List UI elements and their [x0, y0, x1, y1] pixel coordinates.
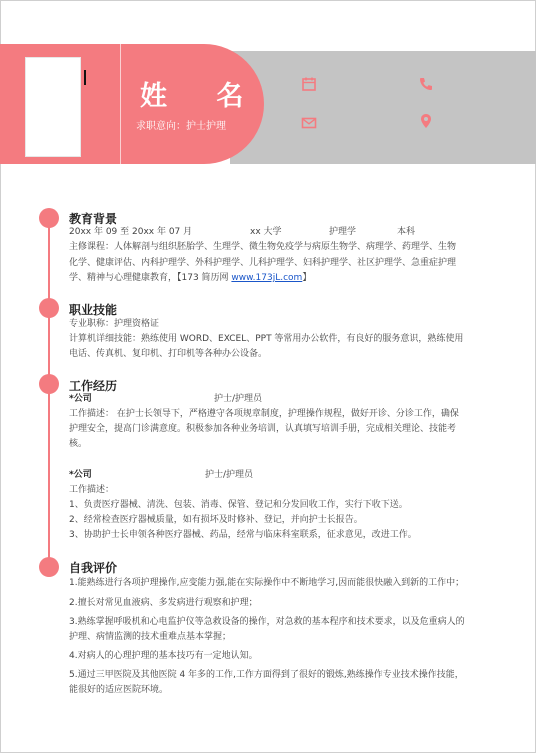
section-title-evaluation: 自我评价	[69, 561, 118, 575]
section-title-experience: 工作经历	[69, 379, 118, 393]
evaluation-line: 5.通过三甲医院及其他医院 4 年多的工作,工作方面得到了很好的锻炼,熟练操作专业技术操作技能，	[69, 670, 464, 680]
evaluation-line: 4.对病人的心理护理的基本技巧有一定地认知。	[69, 651, 258, 661]
job2-line: 2、经常检查医疗器械质量，如有损坏及时修补、登记，并向护士长报告。	[69, 515, 363, 525]
evaluation-line: 1.能熟练进行各项护理操作,应变能力强,能在实际操作中不断地学习,因而能很快融入到新的工作中；	[69, 578, 465, 588]
section-title-education: 教育背景	[69, 212, 118, 226]
site-link[interactable]: www.173jL.com	[231, 273, 303, 283]
evaluation-line: 能很好的适应医院环境。	[69, 685, 169, 695]
skills-line: 计算机详细技能：熟练使用 WORD、EXCEL、PPT 等常用办公软件，有良好的服务意识，熟练使用	[69, 334, 464, 344]
education-major: 护理学	[329, 227, 357, 237]
header-gray-band	[230, 51, 536, 164]
timeline-dot-skills	[39, 298, 59, 318]
job1-line: 核。	[69, 439, 88, 449]
job1-company: *公司	[69, 394, 92, 404]
timeline-dot-evaluation	[39, 557, 59, 577]
education-date: 20xx 年 09 至 20xx 年 07 月	[69, 227, 193, 237]
education-row	[69, 225, 416, 240]
education-school: xx 大学	[250, 227, 282, 237]
job2-line: 1、负责医疗器械、清洗、包装、消毒、保管、登记和分发回收工作，实行下收下送。	[69, 500, 408, 510]
education-degree: 本科	[397, 227, 416, 237]
job2-role: 护士/护理员	[205, 470, 254, 480]
timeline-dot-experience	[39, 374, 59, 394]
photo-placeholder[interactable]	[25, 57, 81, 157]
job1-line: 护理安全，提高门诊满意度。积极参加各种业务培训，认真填写培训手册，完成相关理论、技能考	[69, 424, 457, 434]
location-pin-icon	[418, 113, 434, 129]
job1-line: 工作描述： 在护士长领导下，严格遵守各项规章制度，护理操作规程，做好开诊、分诊工作，确保	[69, 409, 459, 419]
job1-role: 护士/护理员	[214, 394, 263, 404]
resume-name: 姓 名	[140, 81, 264, 112]
job-intent: 求职意向：护士护理	[136, 121, 226, 132]
calendar-icon	[301, 76, 317, 92]
job2-company: *公司	[69, 470, 92, 480]
mail-icon	[301, 115, 317, 131]
education-course-line: 主修课程：人体解剖与组织胚胎学、生理学、微生物免疫学与病原生物学、病理学、药理学、生物	[69, 242, 457, 252]
evaluation-line: 3.熟练掌握呼吸机和心电监护仪等急救设备的操作，对急救的基本程序和技术要求，以及危重病人的	[69, 617, 465, 627]
evaluation-line: 护理、病情监测的技术重难点基本掌握；	[69, 632, 232, 642]
phone-icon	[418, 76, 434, 92]
header-divider	[120, 44, 121, 164]
section-title-skills: 职业技能	[69, 303, 118, 317]
text-cursor	[84, 70, 86, 85]
education-course-line: 学、精神与心理健康教育，【173 简历网 www.173jL.com】	[69, 273, 312, 283]
job2-line: 3、协助护士长申领各种医疗器械、药品，经常与临床科室联系，征求意见，改进工作。	[69, 530, 417, 540]
evaluation-line: 2.擅长对常见血液病、多发病进行观察和护理；	[69, 598, 258, 608]
skills-line: 电话、传真机、复印机、打印机等各种办公设备。	[69, 349, 268, 359]
timeline-dot-education	[39, 208, 59, 228]
job2-line: 工作描述：	[69, 485, 115, 495]
education-course-line: 化学、健康评估、内科护理学、外科护理学、儿科护理学、妇科护理学、社区护理学、急重症护理	[69, 258, 457, 268]
skills-line: 专业职称：护理资格证	[69, 319, 160, 329]
